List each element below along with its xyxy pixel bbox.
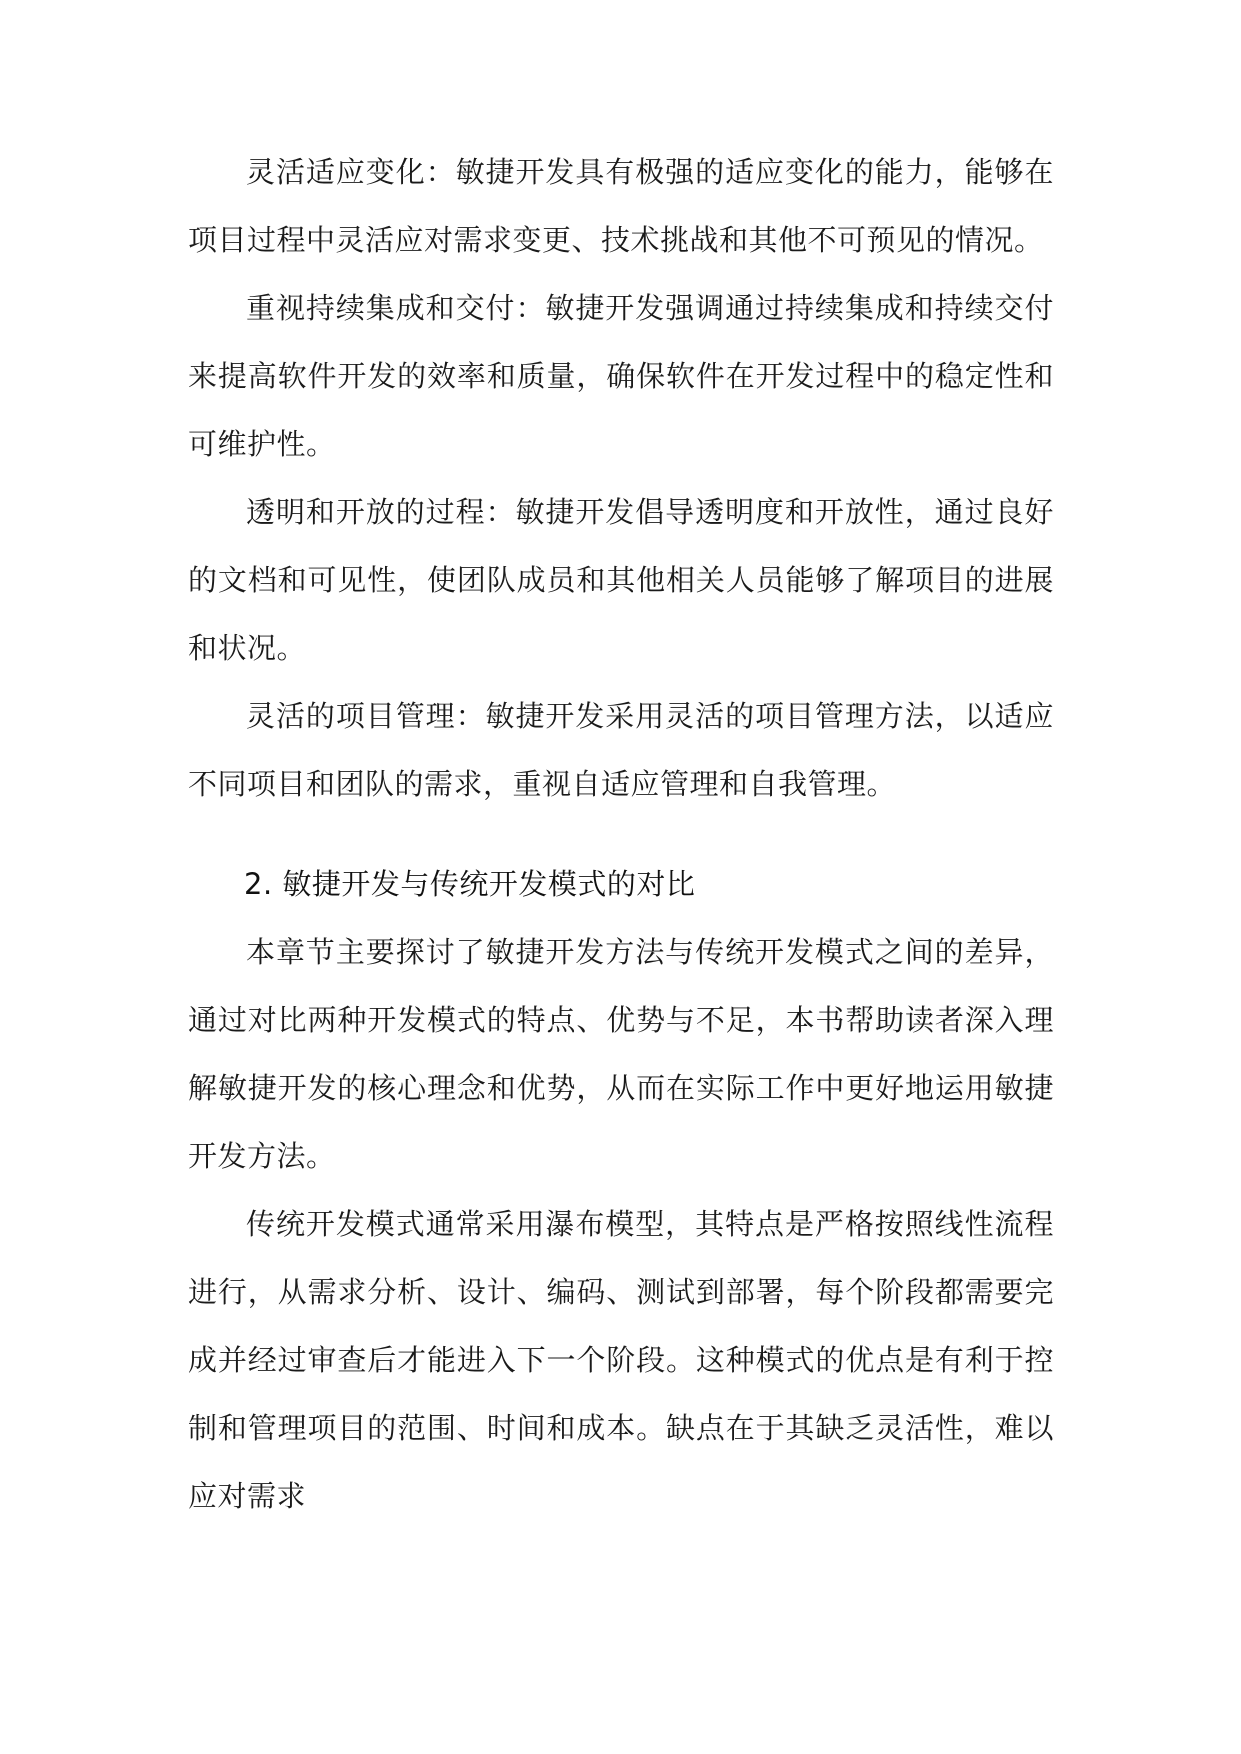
- paragraph-continuous-integration: 重视持续集成和交付：敏捷开发强调通过持续集成和持续交付来提高软件开发的效率和质量，确保软件在开发过程中的稳定性和可维护性。: [188, 291, 1054, 461]
- section-heading: 2. 敏捷开发与传统开发模式的对比: [244, 867, 696, 901]
- paragraph-flexible-management: 灵活的项目管理：敏捷开发采用灵活的项目管理方法，以适应不同项目和团队的需求，重视自适应管理和自我管理。: [188, 699, 1054, 801]
- paragraph-transparent-process: 透明和开放的过程：敏捷开发倡导透明度和开放性，通过良好的文档和可见性，使团队成员和其他相关人员能够了解项目的进展和状况。: [188, 495, 1054, 665]
- paragraph-traditional-model: 传统开发模式通常采用瀑布模型，其特点是严格按照线性流程进行，从需求分析、设计、编码、测试到部署，每个阶段都需要完成并经过审查后才能进入下一个阶段。这种模式的优点是有利于控制和管理项目的范围、时间和成本。缺点在于其缺乏灵活性，难以应对需求: [188, 1207, 1054, 1513]
- paragraph-chapter-intro: 本章节主要探讨了敏捷开发方法与传统开发模式之间的差异，通过对比两种开发模式的特点、优势与不足，本书帮助读者深入理解敏捷开发的核心理念和优势，从而在实际工作中更好地运用敏捷开发方法。: [188, 935, 1054, 1173]
- document-body: [188, 138, 1054, 1530]
- paragraph-flexible-adaptation: 灵活适应变化：敏捷开发具有极强的适应变化的能力，能够在项目过程中灵活应对需求变更、技术挑战和其他不可预见的情况。: [188, 155, 1054, 257]
